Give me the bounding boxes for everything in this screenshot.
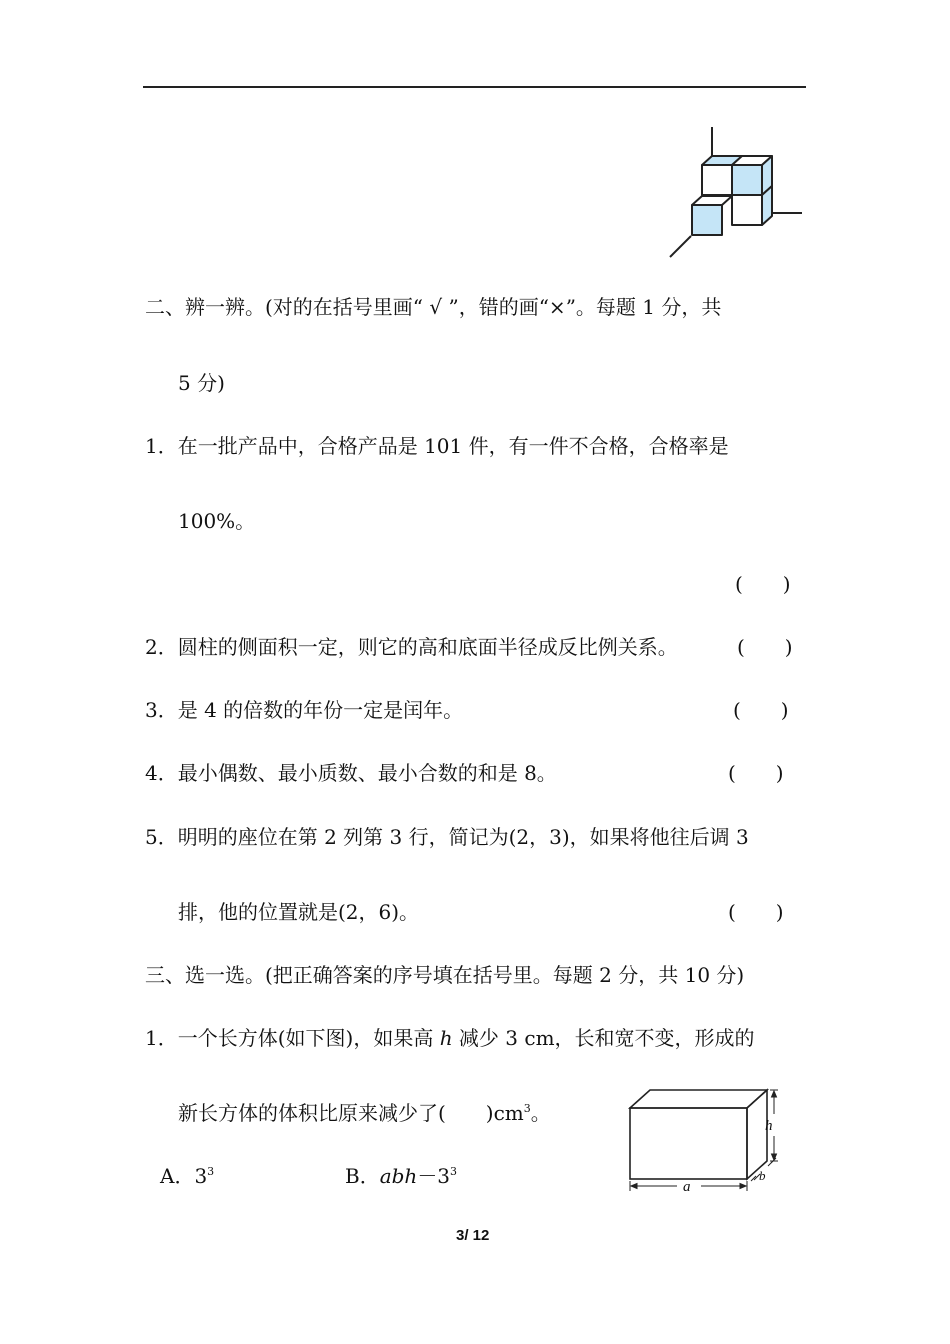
s2-q1-text-cont: 100%。 xyxy=(178,509,256,533)
section2-title-cont: 5 分) xyxy=(178,371,225,395)
s3-q1-text-c: 新长方体的体积比原来减少了( )cm xyxy=(178,1101,524,1125)
s2-q5-text: 5．明明的座位在第 2 列第 3 行，简记为(2，3)，如果将他往后调 3 xyxy=(145,825,749,849)
s2-q2-answer-paren[interactable]: ( ) xyxy=(737,635,793,659)
s3-q1-text xyxy=(145,1024,755,1052)
s2-q5-answer-paren[interactable]: ( ) xyxy=(728,900,784,924)
s3-q1-text-a: 1．一个长方体(如下图)，如果高 xyxy=(145,1026,440,1050)
s2-q2-text: 2．圆柱的侧面积一定，则它的高和底面半径成反比例关系。 xyxy=(145,635,678,659)
s2-q3-text: 3．是 4 的倍数的年份一定是闰年。 xyxy=(145,698,464,722)
cube-stack-figure xyxy=(665,123,805,261)
s3-q1-text-end: 。 xyxy=(530,1101,551,1125)
label-a: a xyxy=(683,1179,691,1195)
s2-q4-text: 4．最小偶数、最小质数、最小合数的和是 8。 xyxy=(145,761,557,785)
option-a-exp: 3 xyxy=(207,1165,215,1178)
option-b-exp: 3 xyxy=(450,1165,458,1178)
s2-q4-answer-paren[interactable]: ( ) xyxy=(728,761,784,785)
option-b-label: B． xyxy=(345,1164,380,1188)
section2-title: 二、辨一辨。(对的在括号里画“ √ ”，错的画“×”。每题 1 分，共 xyxy=(145,295,722,319)
s3-q1-var-h: h xyxy=(439,1026,453,1050)
option-b-rest: －3 xyxy=(417,1164,451,1188)
s2-q1-answer-paren[interactable]: ( ) xyxy=(735,572,791,596)
s2-q3-answer-paren[interactable]: ( ) xyxy=(733,698,789,722)
label-b: b xyxy=(759,1168,766,1183)
option-b-var: abh xyxy=(379,1164,418,1188)
s2-q5-text-cont: 排，他的位置就是(2，6)。 xyxy=(178,900,420,924)
s3-q1-option-a[interactable] xyxy=(160,1162,214,1190)
header-rule xyxy=(143,86,806,88)
s2-q1-text: 1．在一批产品中，合格产品是 101 件，有一件不合格，合格率是 xyxy=(145,434,729,458)
s3-q1-unit-exp: 3 xyxy=(523,1102,531,1115)
section3-title: 三、选一选。(把正确答案的序号填在括号里。每题 2 分，共 10 分) xyxy=(145,963,745,987)
page-number: 3/ 12 xyxy=(456,1227,490,1244)
s3-q1-option-b[interactable] xyxy=(345,1162,457,1190)
s3-q1-text-b: 减少 3 cm，长和宽不变，形成的 xyxy=(452,1026,755,1050)
s3-q1-text-cont xyxy=(178,1099,551,1127)
option-a-label: A．3 xyxy=(160,1164,208,1188)
label-h: h xyxy=(765,1118,773,1134)
cuboid-figure xyxy=(625,1086,815,1196)
